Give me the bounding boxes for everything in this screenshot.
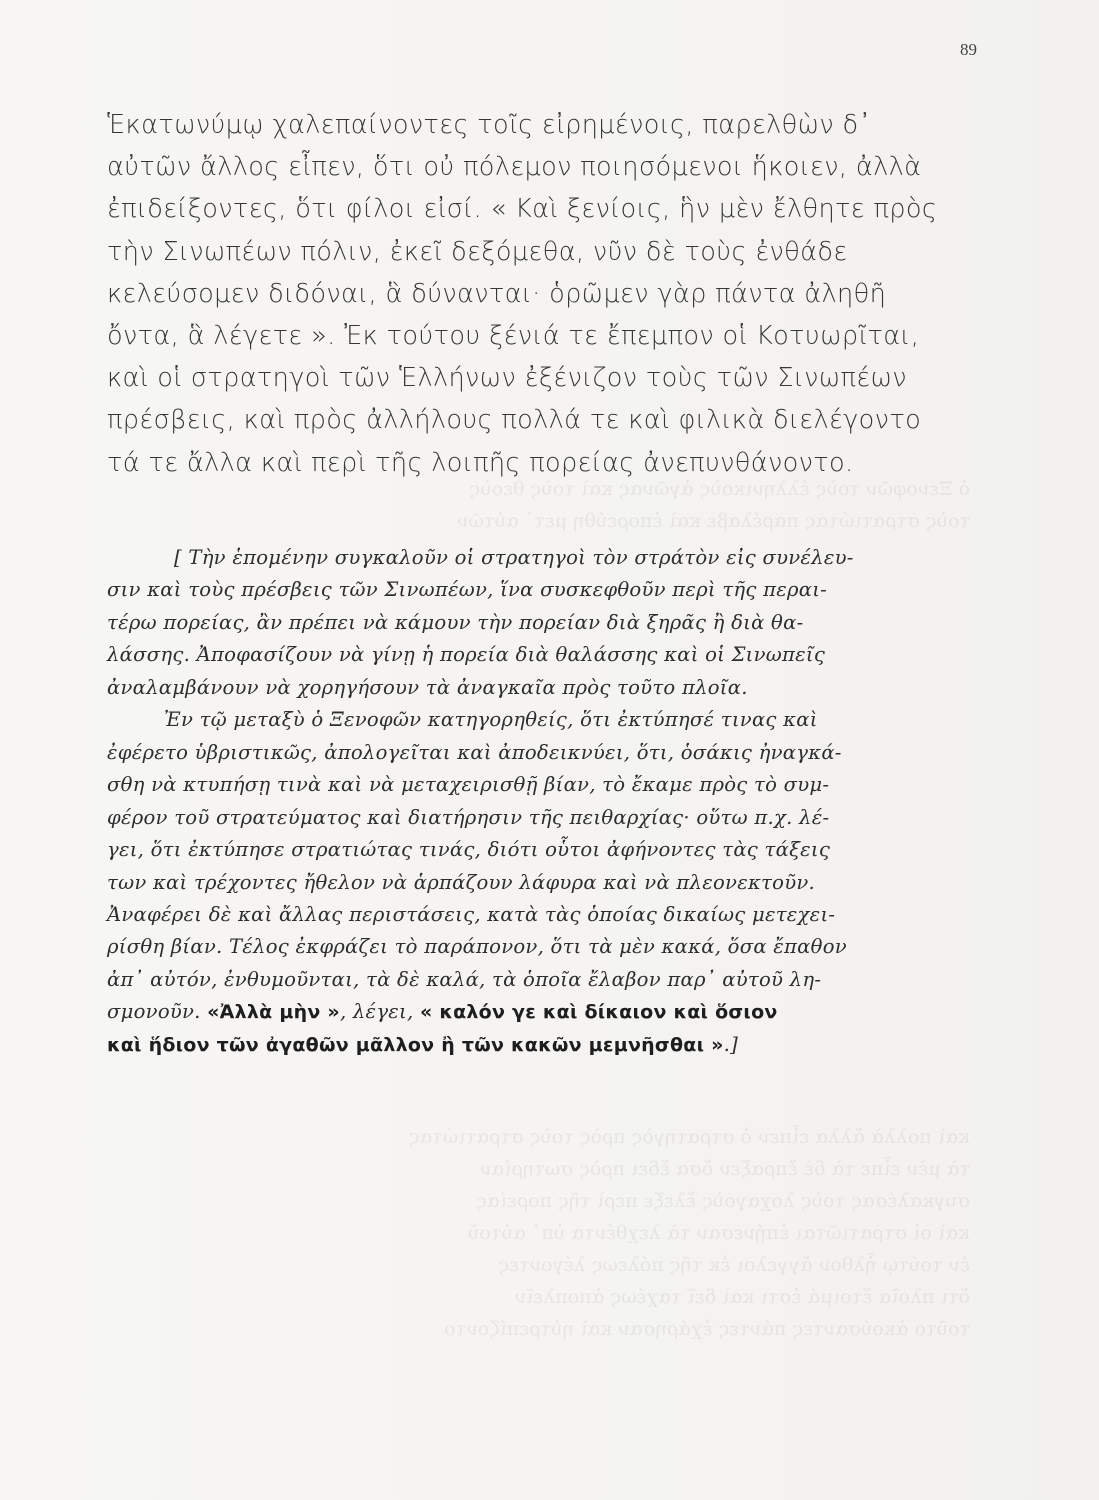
bleed-through-line: καὶ οἱ στρατιῶται ἐπῄνεσαν τὰ λεχθέντα ὑπ᾽ αὐτοῦ: [467, 1222, 970, 1244]
text-line: ἐπιδείξοντες, ὅτι φίλοι εἰσί. « Καὶ ξενίοις, ἣν μὲν ἔλθητε πρὸς: [107, 194, 938, 225]
commentary-line: σθη νὰ κτυπήσῃ τινὰ καὶ νὰ μεταχειρισθῇ βίαν, τὸ ἔκαμε πρὸς τὸ συμ-: [107, 773, 830, 797]
text-line: κελεύσομεν διδόναι, ἃ δύνανται· ὁρῶμεν γὰρ πάντα ἀληθῆ: [107, 278, 887, 309]
quoted-ancient-text: «Ἀλλὰ μὴν »: [207, 1001, 340, 1024]
commentary-line: Ἐν τῷ μεταξὺ ὁ Ξενοφῶν κατηγορηθείς, ὅτι ἐκτύπησέ τινας καὶ: [164, 708, 818, 732]
text-line: αὐτῶν ἄλλος εἶπεν, ὅτι οὐ πόλεμον ποιησόμενοι ἥκοιεν, ἀλλὰ: [107, 152, 922, 183]
text-line: τά τε ἄλλα καὶ περὶ τῆς λοιπῆς πορείας ἀνεπυνθάνοντο.: [107, 447, 854, 478]
quoted-ancient-text: καὶ ἥδιον τῶν ἀγαθῶν μᾶλλον ἢ τῶν κακῶν μεμνῆσθαι »: [107, 1033, 724, 1056]
bleed-through-line: τοὺς στρατιώτας παρέλαβε καὶ ἐπορεύθη μετ᾽ αὐτῶν: [456, 510, 970, 532]
commentary-text: σμονοῦν.: [107, 1000, 208, 1024]
bleed-through-line: τὰ μὲν εἶπε τὰ δὲ ἔπραξεν ὅσα ἔδει πρὸς σωτηρίαν: [479, 1158, 970, 1180]
modern-greek-commentary: [107, 542, 967, 1061]
text-line: καὶ οἱ στρατηγοὶ τῶν Ἑλλήνων ἐξένιζον τοὺς τῶν Σινωπέων: [107, 363, 907, 394]
commentary-line: λάσσης. Ἀποφασίζουν νὰ γίνῃ ἡ πορεία διὰ θαλάσσης καὶ οἱ Σινωπεῖς: [107, 643, 826, 667]
commentary-text: .]: [723, 1032, 739, 1056]
commentary-line: φέρον τοῦ στρατεύματος καὶ διατήρησιν τῆς πειθαρχίας· οὕτω π.χ. λέ-: [107, 805, 830, 829]
commentary-line: σιν καὶ τοὺς πρέσβεις τῶν Σινωπέων, ἵνα συσκεφθοῦν περὶ τῆς περαι-: [107, 578, 828, 602]
bleed-through-line: ὁ Ξενοφῶν τοὺς ἑλληνικοὺς ἀγῶνας καὶ τοὺς θεοὺς: [469, 478, 970, 500]
text-line: πρέσβεις, καὶ πρὸς ἀλλήλους πολλά τε καὶ φιλικὰ διελέγοντο: [107, 405, 922, 436]
commentary-line: ἀπ᾽ αὐτόν, ἐνθυμοῦνται, τὰ δὲ καλά, τὰ ὁποῖα ἔλαβον παρ᾽ αὐτοῦ λη-: [107, 967, 822, 991]
commentary-text: , λέγει,: [339, 1000, 420, 1024]
commentary-line: Ἀναφέρει δὲ καὶ ἄλλας περιστάσεις, κατὰ τὰς ὁποίας δικαίως μετεχει-: [107, 902, 836, 926]
bleed-through-line: ὅτι πλοῖα ἕτοιμά ἐστι καὶ δεῖ ταχέως ἀποπλεῖν: [514, 1286, 970, 1308]
bleed-through-line: ἐν τούτῳ ἦλθον ἄγγελοι ἐκ τῆς πόλεως λέγοντες: [498, 1254, 970, 1276]
text-line: Ἑκατωνύμῳ χαλεπαίνοντες τοῖς εἰρημένοις, παρελθὼν δ᾽: [107, 110, 872, 140]
commentary-line: τέρω πορείας, ἂν πρέπει νὰ κάμουν τὴν πορείαν διὰ ξηρᾶς ἢ διὰ θα-: [107, 610, 804, 634]
bleed-through-line: τοῦτο ἀκούσαντες πάντες ἐχάρησαν καὶ ηὐτρεπίζοντο: [444, 1318, 970, 1340]
text-line: τὴν Σινωπέων πόλιν, ἐκεῖ δεξόμεθα, νῦν δὲ τοὺς ἐνθάδε: [107, 236, 848, 267]
commentary-line: [ Τὴν ἑπομένην συγκαλοῦν οἱ στρατηγοὶ τὸν στράτὸν εἰς συνέλευ-: [174, 546, 854, 569]
commentary-line: γει, ὅτι ἐκτύπησε στρατιώτας τινάς, διότι οὗτοι ἀφήνοντες τὰς τάξεις: [107, 838, 831, 862]
commentary-line: [107, 996, 967, 1028]
page-number: 89: [960, 40, 977, 59]
commentary-line: ἐφέρετο ὑβριστικῶς, ἀπολογεῖται καὶ ἀποδεικνύει, ὅτι, ὁσάκις ἠναγκά-: [107, 740, 842, 764]
quoted-ancient-text: « καλόν γε καὶ δίκαιον καὶ ὅσιον: [419, 1001, 778, 1024]
commentary-line: [107, 1029, 967, 1061]
commentary-line: ἀναλαμβάνουν νὰ χορηγήσουν τὰ ἀναγκαῖα πρὸς τοῦτο πλοῖα.: [107, 675, 748, 699]
ancient-greek-passage: [107, 104, 967, 484]
text-line: ὄντα, ἃ λέγετε ». Ἐκ τούτου ξένιά τε ἔπεμπον οἱ Κοτυωρῖται,: [107, 321, 920, 352]
bleed-through-line: καὶ πολλὰ ἄλλα εἶπεν ὁ στρατηγὸς πρὸς τοὺς στρατιώτας: [408, 1126, 970, 1148]
bleed-through-line: συγκαλέσας τοὺς λοχαγοὺς ἔλεξε περὶ τῆς πορείας: [476, 1190, 970, 1212]
commentary-line: ρίσθη βίαν. Τέλος ἐκφράζει τὸ παράπονον, ὅτι τὰ μὲν κακά, ὅσα ἔπαθον: [107, 935, 847, 959]
commentary-line: των καὶ τρέχοντες ἤθελον νὰ ἁρπάζουν λάφυρα καὶ νὰ πλεονεκτοῦν.: [107, 870, 815, 894]
